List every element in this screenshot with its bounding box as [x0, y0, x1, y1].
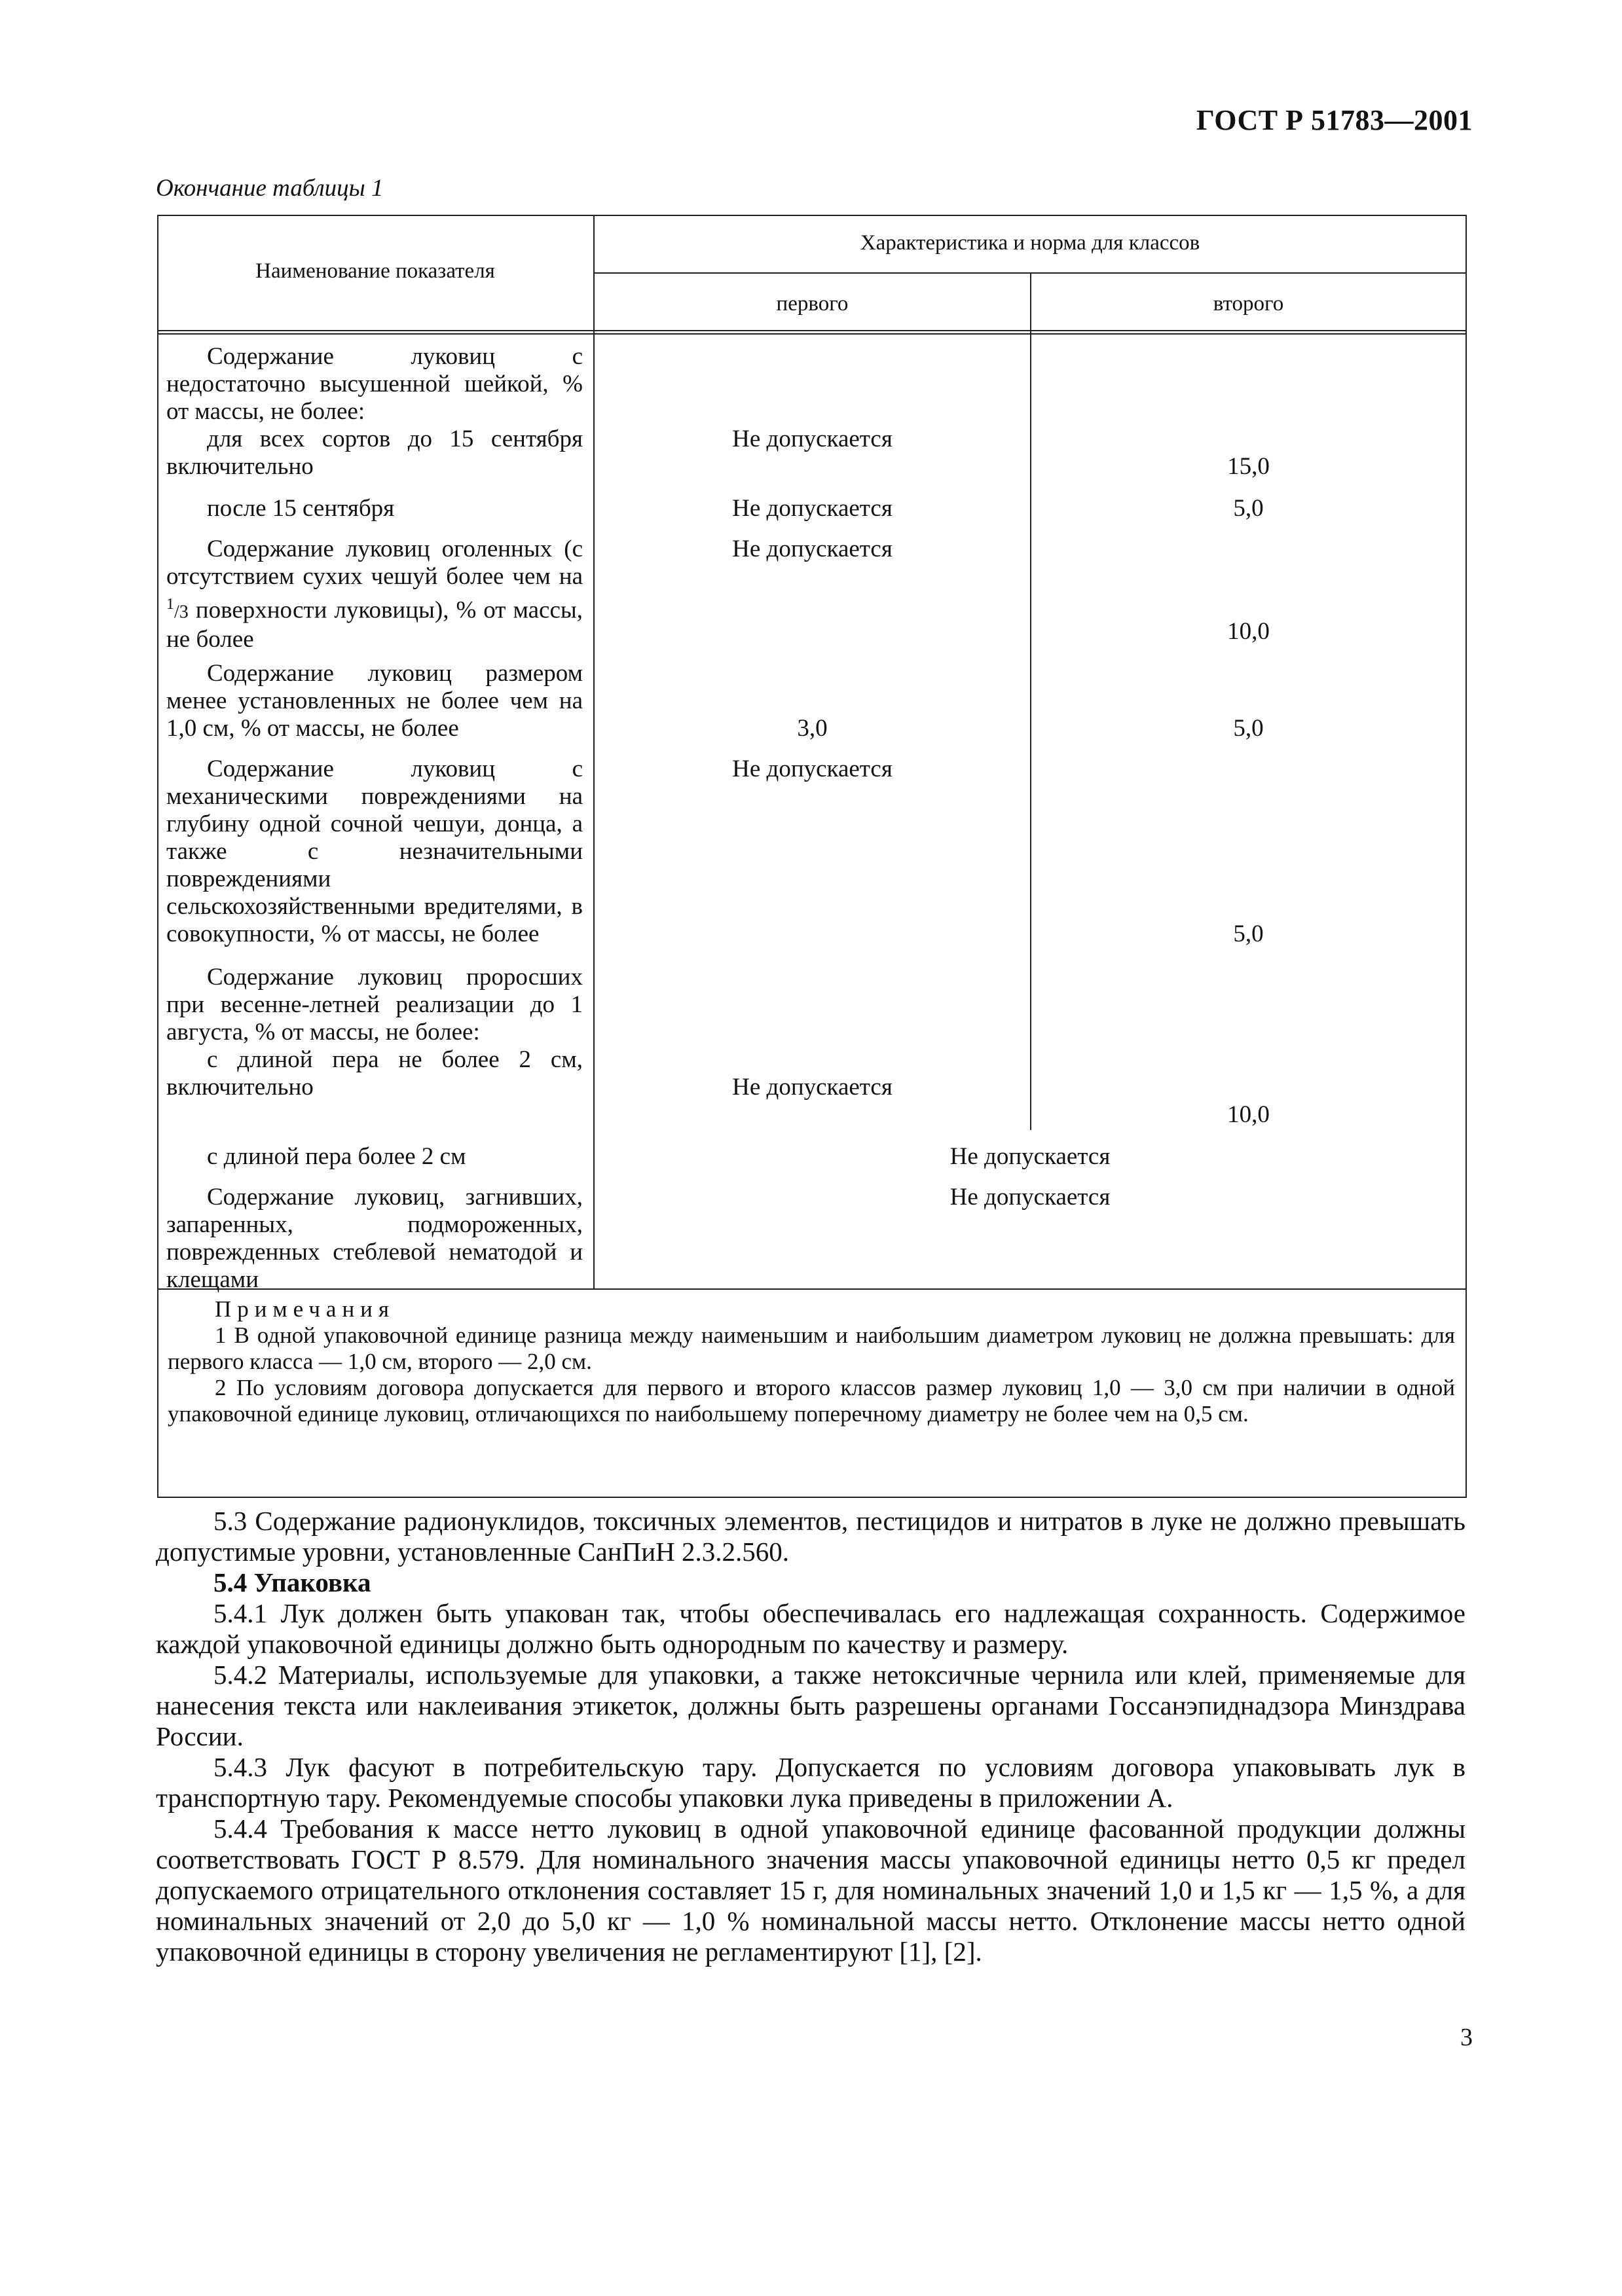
paragraph-5-4-1: 5.4.1 Лук должен быть упакован так, чтобы обеспечивалась его надлежащая сохранность. Содержимое каждой упаковочной единицы должно быть однородным по качеству и размеру. [156, 1598, 1465, 1659]
notes-title: Примечания [215, 1296, 396, 1322]
section-heading-5-4: 5.4 Упаковка [213, 1567, 371, 1597]
first-class-value: 3,0 [797, 715, 828, 742]
document-body [156, 1506, 1465, 1967]
table-border [1465, 215, 1467, 1498]
table-border [157, 215, 158, 1498]
paragraph-5-4-2: 5.4.2 Материалы, используемые для упаковки, а также нетоксичные чернила или клей, применяемые для нанесения текста или наклеивания этикеток, должны быть разрешены органами Госсанэпиднадзора Минздрава России. [156, 1660, 1465, 1751]
second-class-value: 5,0 [1233, 920, 1264, 947]
standard-designation: ГОСТ Р 51783—2001 [1196, 104, 1473, 136]
header-bottom-rule [157, 330, 1467, 331]
first-class-value: Не допускается [732, 1074, 893, 1101]
column-divider [593, 215, 595, 1288]
second-class-value: 15,0 [1227, 453, 1270, 480]
page-number: 3 [1460, 2024, 1473, 2051]
table-border [157, 215, 1467, 216]
first-class-value: Не допускается [732, 495, 893, 522]
indicator-subname: для всех сортов до 15 сентября включительно [166, 426, 583, 480]
fraction-denominator: /3 [174, 602, 189, 623]
first-class-value: Не допускается [732, 756, 893, 782]
table-caption: Окончание таблицы 1 [156, 175, 384, 202]
note-item: 2 По условиям договора допускается для первого и второго классов размер луковиц 1,0 — 3,0 см при наличии в одной упаковочной единице луковиц, отличающихся по наибольшему поперечному диаметру не более чем на 0,5 см. [168, 1375, 1455, 1427]
indicator-name: Содержание луковиц, загнивших, запаренных, подмороженных, поврежденных стеблевой нематодой и клещами [166, 1184, 583, 1293]
fraction-numerator: 1 [166, 596, 174, 613]
table-row [166, 660, 583, 742]
first-class-value: Не допускается [732, 426, 893, 452]
paragraph-5-4-3: 5.4.3 Лук фасуют в потребительскую тару. Допускается по условиям договора упаковывать лук в транспортную тару. Рекомендуемые способы упаковки лука приведены в приложении А. [156, 1752, 1465, 1813]
indicator-name: Содержание луковиц размером менее установленных не более чем на 1,0 см, % от массы, не более [166, 660, 583, 742]
second-class-value: 5,0 [1233, 715, 1264, 742]
header-indicator: Наименование показателя [255, 259, 495, 283]
indicator-name-end: поверхности луковицы), % от массы, не более [166, 596, 583, 653]
table-row [166, 495, 583, 522]
table-row [166, 1184, 583, 1294]
indicator-name: после 15 сентября [207, 495, 395, 522]
second-class-value: 10,0 [1227, 618, 1270, 645]
indicator-name: Содержание луковиц проросших при весенне-летней реализации до 1 августа, % от массы, не более: [166, 964, 583, 1046]
header-class-first: первого [776, 292, 849, 316]
column-divider [1030, 272, 1031, 1130]
note-item: 1 В одной упаковочной единице разница между наименьшим и наибольшим диаметром луковиц не должна превышать: для первого класса — 1,0 см, второго — 2,0 см. [168, 1322, 1455, 1374]
table-row [166, 343, 583, 481]
table-row [166, 756, 583, 948]
both-classes-value: Не допускается [949, 1184, 1111, 1211]
both-classes-value: Не допускается [949, 1143, 1111, 1170]
header-bottom-rule [157, 333, 1467, 335]
paragraph-5-3: 5.3 Содержание радионуклидов, токсичных элементов, пестицидов и нитратов в луке не должно превышать допустимые уровни, установленные СанПиН 2.3.2.560. [156, 1506, 1465, 1567]
second-class-value: 5,0 [1233, 495, 1264, 522]
indicator-name: Содержание луковиц с недостаточно высушенной шейкой, % от массы, не более: [166, 343, 583, 425]
table-row [166, 536, 583, 653]
quality-norms-table [157, 215, 1467, 1498]
indicator-name-start: Содержание луковиц оголенных (с отсутствием сухих чешуй более чем на [166, 536, 583, 590]
first-class-value: Не допускается [732, 536, 893, 562]
table-border [157, 1497, 1467, 1498]
table-row [166, 1143, 583, 1171]
paragraph-5-4-4: 5.4.4 Требования к массе нетто луковиц в одной упаковочной единице фасованной продукции должны соответствовать ГОСТ Р 8.579. Для номинального значения массы упаковочной единицы нетто 0,5 кг предел допускаемого отрицательного отклонения составляет 15 г, для номинальных значений 1,0 и 1,5 кг — 1,5 %, а для номинальных значений от 2,0 до 5,0 кг — 1,0 % номинальной массы нетто. Отклонение массы нетто одной упаковочной единицы в сторону увеличения не регламентируют [1], [2]. [156, 1813, 1465, 1967]
indicator-name [166, 536, 583, 653]
header-class-second: второго [1213, 292, 1284, 316]
table-notes [168, 1296, 1455, 1427]
indicator-subname: с длиной пера не более 2 см, включительно [166, 1046, 583, 1101]
second-class-value: 10,0 [1227, 1101, 1270, 1128]
table-row [166, 964, 583, 1101]
header-classes: Характеристика и норма для классов [860, 231, 1200, 255]
indicator-name: с длиной пера более 2 см [207, 1143, 466, 1170]
indicator-name: Содержание луковиц с механическими повреждениями на глубину одной сочной чешуи, донца, а также с незначительными повреждениями сельскохозяйственными вредителями, в совокупности, % от массы, не более [166, 756, 583, 947]
